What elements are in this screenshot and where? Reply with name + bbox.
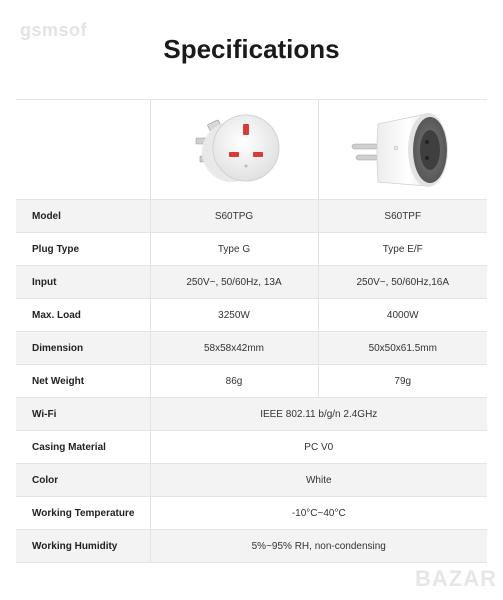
cell-shared: PC V0 xyxy=(150,431,487,464)
table-row xyxy=(16,497,487,530)
table-row xyxy=(16,200,487,233)
cell-shared: White xyxy=(150,464,487,497)
empty-header-cell xyxy=(16,100,150,200)
row-label: Wi-Fi xyxy=(16,398,150,431)
spec-table xyxy=(16,99,487,563)
row-label: Plug Type xyxy=(16,233,150,266)
cell-s60tpf: 50x50x61.5mm xyxy=(318,332,487,365)
watermark-top: gsmsof xyxy=(20,20,88,40)
row-label: Net Weight xyxy=(16,365,150,398)
table-row xyxy=(16,266,487,299)
table-row xyxy=(16,332,487,365)
cell-s60tpg: 3250W xyxy=(150,299,318,332)
product-image-s60tpg xyxy=(150,100,318,200)
cell-s60tpg: S60TPG xyxy=(150,200,318,233)
cell-shared: -10°C~40°C xyxy=(150,497,487,530)
table-row xyxy=(16,464,487,497)
row-label: Working Humidity xyxy=(16,530,150,563)
row-label: Input xyxy=(16,266,150,299)
eu-type-ef-smart-plug-icon xyxy=(338,100,468,196)
row-label: Dimension xyxy=(16,332,150,365)
cell-s60tpg: 86g xyxy=(150,365,318,398)
cell-s60tpg: 58x58x42mm xyxy=(150,332,318,365)
uk-type-g-smart-plug-icon xyxy=(174,100,294,196)
row-label: Max. Load xyxy=(16,299,150,332)
table-row xyxy=(16,431,487,464)
watermark-bottom: BAZAR xyxy=(415,566,497,591)
cell-shared: IEEE 802.11 b/g/n 2.4GHz xyxy=(150,398,487,431)
row-label: Color xyxy=(16,464,150,497)
product-image-row xyxy=(16,100,487,200)
row-label: Model xyxy=(16,200,150,233)
cell-s60tpf: 250V~, 50/60Hz,16A xyxy=(318,266,487,299)
cell-s60tpf: 4000W xyxy=(318,299,487,332)
table-row xyxy=(16,530,487,563)
cell-shared: 5%~95% RH, non-condensing xyxy=(150,530,487,563)
product-image-s60tpf xyxy=(318,100,487,200)
cell-s60tpf: Type E/F xyxy=(318,233,487,266)
table-row xyxy=(16,299,487,332)
cell-s60tpg: 250V~, 50/60Hz, 13A xyxy=(150,266,318,299)
row-label: Working Temperature xyxy=(16,497,150,530)
cell-s60tpf: S60TPF xyxy=(318,200,487,233)
table-row xyxy=(16,365,487,398)
table-row xyxy=(16,398,487,431)
row-label: Casing Material xyxy=(16,431,150,464)
cell-s60tpg: Type G xyxy=(150,233,318,266)
table-row xyxy=(16,233,487,266)
page-title: Specifications xyxy=(163,34,340,64)
cell-s60tpf: 79g xyxy=(318,365,487,398)
